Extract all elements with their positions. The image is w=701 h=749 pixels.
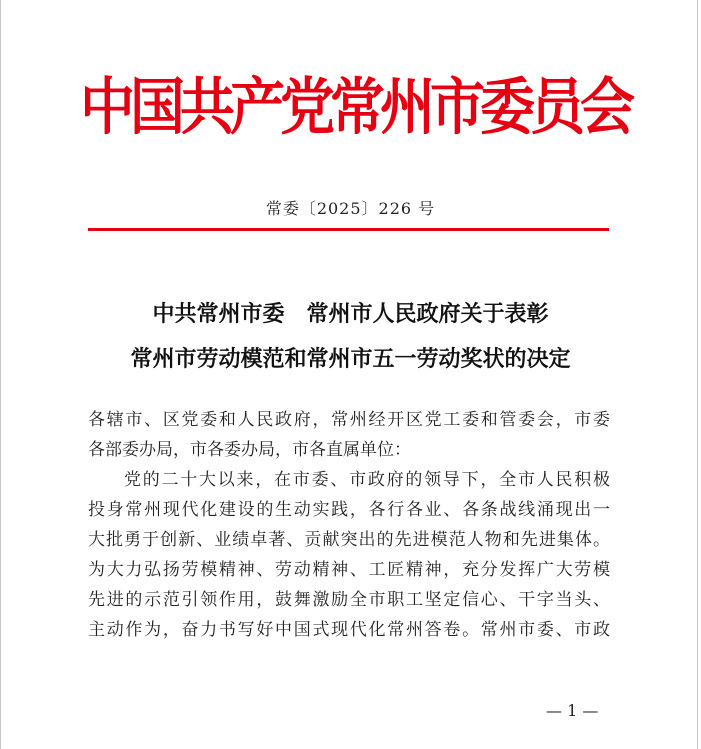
paragraph-line: 投身常州现代化建设的生动实践，各行各业、各条战线涌现出一 bbox=[88, 500, 610, 520]
page-number: — 1 — bbox=[546, 701, 599, 720]
paragraph-line: 大批勇于创新、业绩卓著、贡献突出的先进模范人物和先进集体。 bbox=[88, 530, 610, 550]
paragraph-line: 党的二十大以来，在市委、市政府的领导下，全市人民积极 bbox=[124, 470, 610, 490]
addressee-line: 各辖市、区党委和人民政府，常州经开区党工委和管委会，市委 bbox=[88, 410, 610, 430]
paragraph-line: 主动作为，奋力书写好中国式现代化常州答卷。常州市委、市政 bbox=[88, 620, 610, 640]
title-line-2: 常州市劳动模范和常州市五一劳动奖状的决定 bbox=[130, 346, 571, 372]
document-body bbox=[88, 405, 610, 645]
red-divider-line bbox=[88, 228, 609, 231]
issuer-masthead: 中国共产党常州市委员会 bbox=[80, 69, 631, 143]
document-number: 常委〔2025〕226 号 bbox=[265, 199, 436, 218]
paragraph-line: 先进的示范引领作用，鼓舞激励全市职工坚定信心、干字当头、 bbox=[88, 590, 610, 610]
title-line-1: 中共常州市委 常州市人民政府关于表彰 bbox=[152, 301, 549, 327]
paragraph-line: 为大力弘扬劳模精神、劳动精神、工匠精神，充分发挥广大劳模 bbox=[88, 560, 610, 580]
addressee-line: 各部委办局，市各委办局，市各直属单位： bbox=[88, 440, 411, 460]
document-title bbox=[0, 292, 701, 382]
